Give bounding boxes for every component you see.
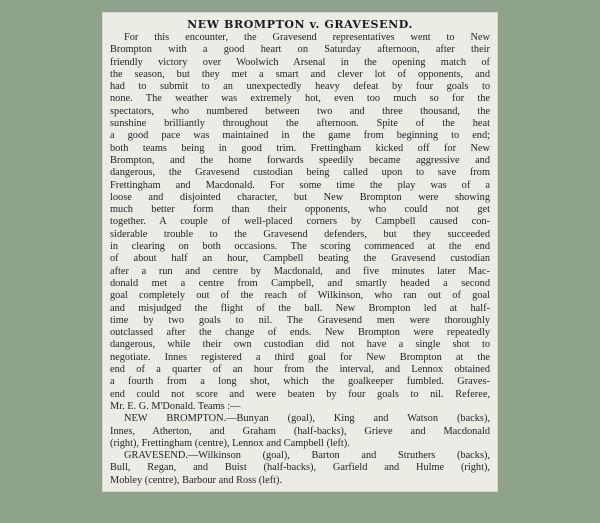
article-line: sunshine brilliantly throughout the afternoon. Spite of the heat (110, 118, 490, 130)
article-line: donald met a centre from Campbell, and smartly headed a second (110, 277, 490, 289)
article-headline: NEW BROMPTON v. GRAVESEND. (187, 18, 413, 31)
article-line: NEW BROMPTON.—Bunyan (goal), King and Watson (backs), (124, 413, 490, 425)
article-line: Frettingham and Macdonald. For some time the play was of a (110, 179, 490, 191)
article-line: together. A couple of well-placed corners by Campbell caused con- (110, 216, 490, 228)
article-line: (right), Frettingham (centre), Lennox and Campbell (left). (110, 437, 350, 449)
article-line: had to submit to an unexpectedly heavy defeat by four goals to (110, 81, 490, 93)
article-line: For this encounter, the Gravesend representatives went to New (124, 32, 490, 43)
newspaper-clipping (103, 13, 497, 491)
article-line: Bull, Regan, and Buist (half-backs), Garfield and Hulme (right), (110, 462, 490, 474)
article-line: goal completely out of the reach of Wilkinson, who ran out of goal (110, 290, 490, 302)
article-line: a fourth from a long shot, which the goalkeeper fumbled. Graves- (110, 376, 490, 388)
article-line: siderable trouble to the Gravesend defenders, but they succeeded (110, 228, 490, 240)
article-line: outclassed after the change of ends. New Brompton were repeatedly (110, 327, 490, 339)
article-line: much better form than their opponents, who could not get (110, 204, 490, 216)
article-body (103, 32, 497, 487)
article-line: Innes, Atherton, and Graham (half-backs), Grieve and Macdonald (110, 425, 490, 437)
article-line: Brompton with a good heart on Saturday afternoon, after their (110, 44, 490, 56)
article-line: end of a quarter of an hour from the interval, and Lennox obtained (110, 364, 490, 376)
article-line: Mr. E. G. M'Donald. Teams :— (110, 400, 241, 412)
article-line: GRAVESEND.—Wilkinson (goal), Barton and Struthers (backs), (124, 450, 490, 462)
article-line: spectators, who numbered between two and three thousand, the (110, 105, 490, 117)
article-line: end could not score and were beaten by four goals to nil. Referee, (110, 388, 490, 400)
article-line: none. The weather was extremely hot, even too much so for the (110, 93, 490, 105)
article-line: Mobley (centre), Barbour and Ross (left). (110, 474, 283, 486)
article-line: a good pace was maintained in the game from beginning to end; (110, 130, 490, 142)
article-line: dangerous, the Gravesend custodian being called upon to save from (110, 167, 490, 179)
article-line: both teams being in good trim. Frettingham kicked off for New (110, 142, 490, 154)
article-line: negotiate. Innes registered a third goal for New Brompton at the (110, 351, 490, 363)
article-line: Brompton, and the home forwards speedily became aggressive and (110, 154, 490, 166)
article-line: dangerous, while their own custodian did not have a single shot to (110, 339, 490, 351)
article-line: friendly victory over Woolwich Arsenal in the opening match of (110, 56, 490, 68)
article-line: time by two goals to nil. The Gravesend men were thoroughly (110, 314, 490, 326)
article-line: loose and disjointed character, but New Brompton were showing (110, 191, 490, 203)
article-line: the season, but they met a smart and clever lot of opponents, and (110, 68, 490, 80)
article-line: and misjudged the flight of the ball. New Brompton led at half- (110, 302, 490, 314)
article-line: in clearing on both occasions. The scoring commenced at the end (110, 241, 490, 253)
article-line: after a run and centre by Macdonald, and five minutes later Mac- (110, 265, 490, 277)
article-line: of about half an hour, Campbell beating the Gravesend custodian (110, 253, 490, 265)
